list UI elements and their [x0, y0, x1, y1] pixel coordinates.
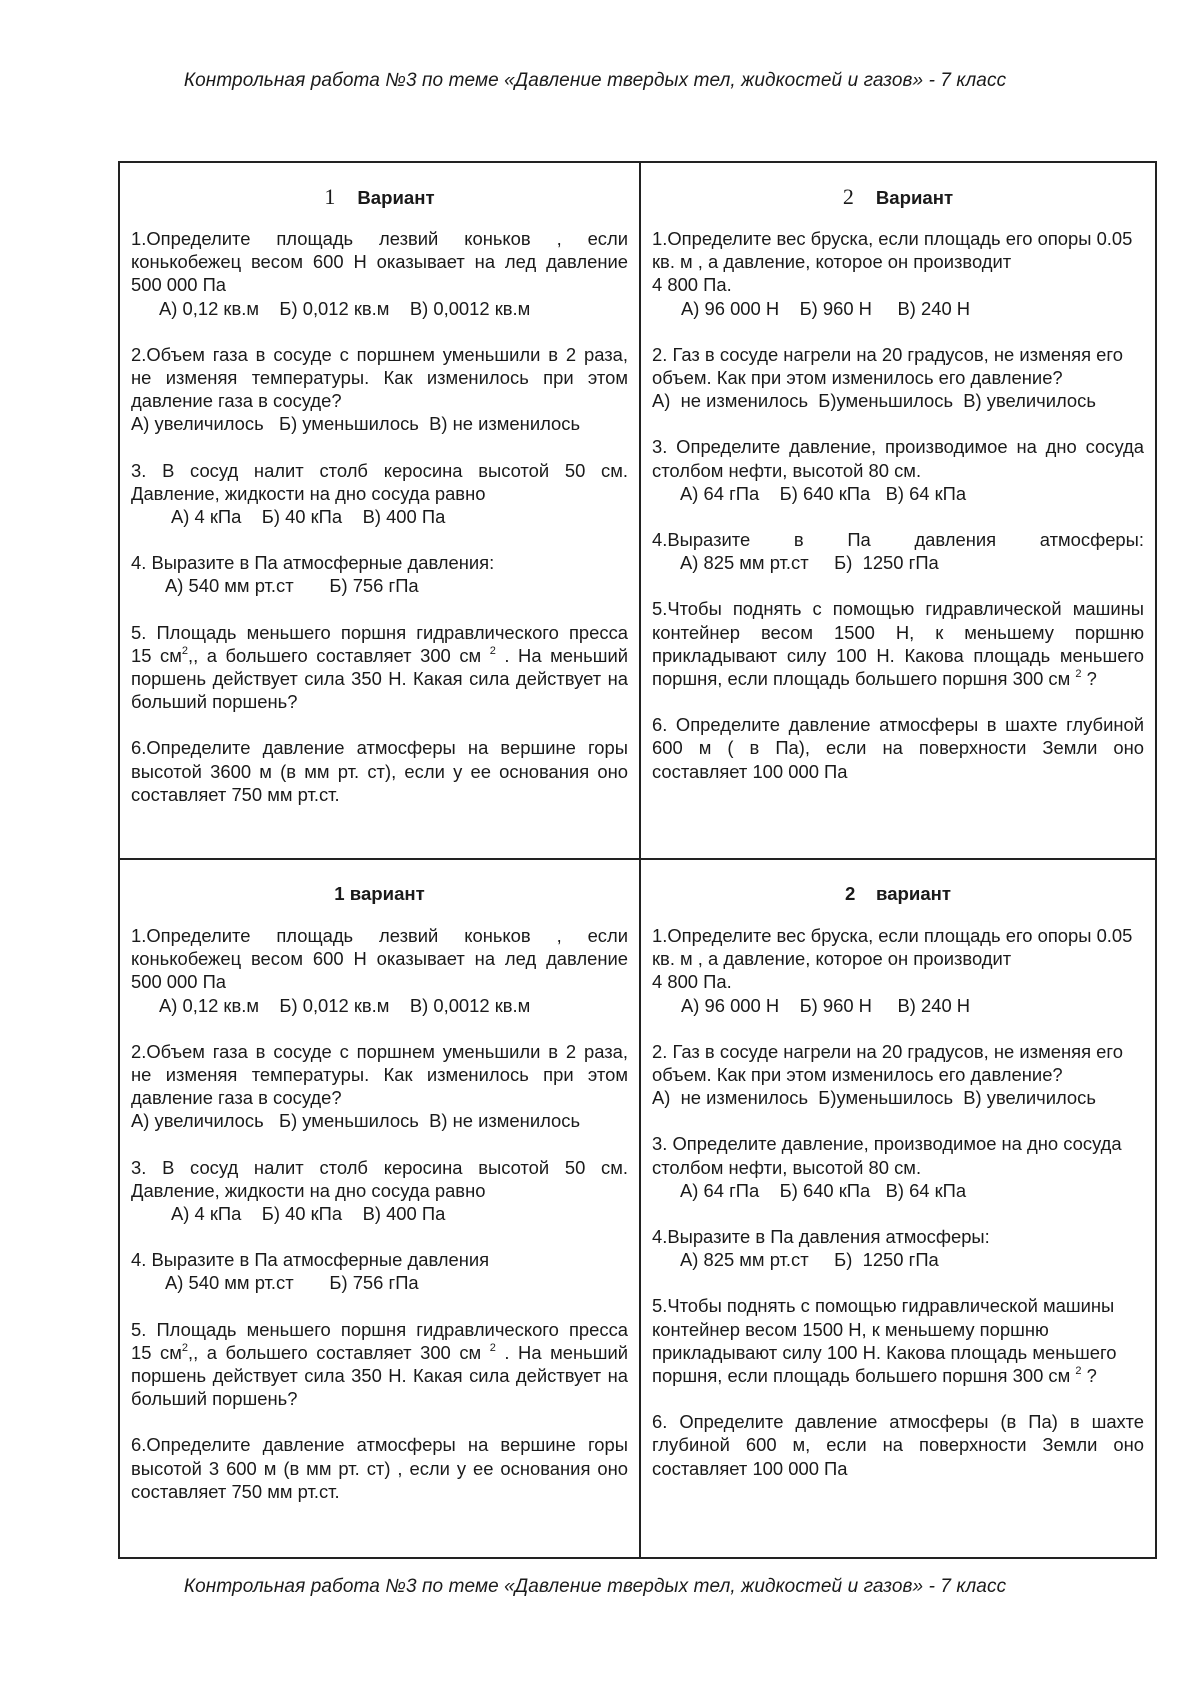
- answer-options: А) 4 кПа Б) 40 кПа В) 400 Па: [171, 506, 446, 528]
- question-3: 3. Определите давление, производимое на дно сосуда столбом нефти, высотой 80 см. А) 64 гПа Б) 640 кПа В) 64 кПа: [652, 1132, 1144, 1202]
- question-1: 1.Определите площадь лезвий коньков , если конькобежец весом 600 Н оказывает на лед давление 500 000 Па А) 0,12 кв.м Б) 0,012 кв.м В) 0,0012 кв.м: [131, 228, 628, 319]
- variant-2-bottom: [641, 860, 1155, 1557]
- question-6: 6. Определите давление атмосферы в шахте глубиной 600 м ( в Па), если на поверхности Земли оно составляет 100 000 Па: [652, 714, 1144, 782]
- answer-options: А) 4 кПа Б) 40 кПа В) 400 Па: [171, 1203, 446, 1225]
- question-5: 5. Площадь меньшего поршня гидравлического пресса 15 $см^2$,, а большего составляет 300 см $^2$ . На меньший поршень действует сила 350 Н. Какая сила действует на больший поршень?: [131, 1318, 628, 1410]
- page-footer: Контрольная работа №3 по теме «Давление твердых тел, жидкостей и газов» - 7 класс: [183, 1576, 1007, 1597]
- answer-options: А) 64 гПа Б) 640 кПа В) 64 кПа: [680, 482, 967, 504]
- answer-options: А) 64 гПа Б) 640 кПа В) 64 кПа: [680, 1179, 967, 1201]
- question-2: 2.Объем газа в сосуде с поршнем уменьшили в 2 раза, не изменяя температуры. Как изменилось при этом давление газа в сосуде? А) увеличилось Б) уменьшилось В) не изменилось: [131, 343, 628, 435]
- answer-options: А) 96 000 Н Б) 960 Н В) 240 Н: [681, 297, 971, 319]
- question-5: 5.Чтобы поднять с помощью гидравлической машины контейнер весом 1500 Н, к меньшему поршню прикладывают силу 100 Н. Какова площадь меньшего поршня, если площадь большего поршня 300 см $^2$ ?: [652, 1295, 1117, 1387]
- variant-title: 2 Вариант: [842, 184, 954, 209]
- question-2: 2.Объем газа в сосуде с поршнем уменьшили в 2 раза, не изменяя температуры. Как изменилось при этом давление газа в сосуде? А) увеличилось Б) уменьшилось В) не изменилось: [131, 1040, 628, 1132]
- variant-title: 1 вариант: [334, 883, 425, 904]
- question-4: 4.Выразите в Па давления атмосферы: А) 825 мм рт.ст Б) 1250 гПа: [652, 1225, 1144, 1271]
- question-1: 1.Определите площадь лезвий коньков , если конькобежец весом 600 Н оказывает на лед давление 500 000 Па А) 0,12 кв.м Б) 0,012 кв.м В) 0,0012 кв.м: [131, 925, 628, 1016]
- question-1: 1.Определите вес бруска, если площадь его опоры 0.05 кв. м , а давление, которое он производит 4 800 Па. А) 96 000 Н Б) 960 Н В) 240 Н: [652, 924, 1144, 1017]
- answer-options: А) 96 000 Н Б) 960 Н В) 240 Н: [681, 994, 971, 1016]
- variant-1-top: [120, 163, 641, 860]
- question-4: 4. Выразите в Па атмосферные давления: А) 540 мм рт.ст Б) 756 гПа: [131, 551, 628, 597]
- question-5: 5.Чтобы поднять с помощью гидравлической машины контейнер весом 1500 Н, к меньшему поршню прикладывают силу 100 Н. Какова площадь меньшего поршня, если площадь большего поршня 300 см $^2$ ?: [652, 598, 1144, 690]
- answer-options: А) 825 мм рт.ст Б) 1250 гПа: [680, 552, 939, 574]
- answer-options: А) 540 мм рт.ст Б) 756 гПа: [165, 1272, 419, 1294]
- question-6: 6.Определите давление атмосферы на вершине горы высотой 3600 м (в мм рт. ст), если у ее основания оно составляет 750 мм рт.ст.: [131, 737, 628, 805]
- answer-options: А) не изменилось Б)уменьшилось В) увеличилось: [652, 390, 1096, 412]
- question-3: 3. Определите давление, производимое на дно сосуда столбом нефти, высотой 80 см. А) 64 гПа Б) 640 кПа В) 64 кПа: [652, 436, 1144, 504]
- question-4: 4. Выразите в Па атмосферные давления А) 540 мм рт.ст Б) 756 гПа: [131, 1248, 628, 1294]
- question-6: 6.Определите давление атмосферы на вершине горы высотой 3 600 м (в мм рт. ст) , если у ее основания оно составляет 750 мм рт.ст.: [131, 1434, 628, 1502]
- variant-title: 1 Вариант: [324, 184, 435, 209]
- question-1: 1.Определите вес бруска, если площадь его опоры 0.05 кв. м , а давление, которое он производит 4 800 Па. А) 96 000 Н Б) 960 Н В) 240 Н: [652, 227, 1144, 320]
- variant-2-top: [641, 163, 1155, 860]
- question-4: 4.Выразите в Па давления атмосферы: А) 825 мм рт.ст Б) 1250 гПа: [652, 529, 1144, 574]
- answer-options: А) 825 мм рт.ст Б) 1250 гПа: [680, 1249, 939, 1271]
- answer-options: А) 0,12 кв.м Б) 0,012 кв.м В) 0,0012 кв.м: [159, 297, 531, 319]
- answer-options: А) 0,12 кв.м Б) 0,012 кв.м В) 0,0012 кв.м: [159, 994, 531, 1016]
- answer-options: А) увеличилось Б) уменьшилось В) не изменилось: [131, 413, 581, 435]
- page-header: Контрольная работа №3 по теме «Давление твердых тел, жидкостей и газов» - 7 класс: [183, 70, 1007, 91]
- answer-options: А) 540 мм рт.ст Б) 756 гПа: [165, 575, 419, 597]
- question-2: 2. Газ в сосуде нагрели на 20 градусов, не изменяя его объем. Как при этом изменилось его давление? А) не изменилось Б)уменьшилось В) увеличилось: [652, 343, 1144, 413]
- question-2: 2. Газ в сосуде нагрели на 20 градусов, не изменяя его объем. Как при этом изменилось его давление? А) не изменилось Б)уменьшилось В) увеличилось: [652, 1040, 1144, 1110]
- variants-table: [118, 161, 1157, 1559]
- question-5: 5. Площадь меньшего поршня гидравлического пресса 15 $см^2$,, а большего составляет 300 см $^2$ . На меньший поршень действует сила 350 Н. Какая сила действует на больший поршень?: [131, 621, 628, 713]
- variant-1-bottom: [120, 860, 641, 1557]
- answer-options: А) увеличилось Б) уменьшилось В) не изменилось: [131, 1110, 581, 1132]
- question-3: 3. В сосуд налит столб керосина высотой 50 см. Давление, жидкости на дно сосуда равно А) 4 кПа Б) 40 кПа В) 400 Па: [131, 459, 628, 528]
- question-3: 3. В сосуд налит столб керосина высотой 50 см. Давление, жидкости на дно сосуда равно А) 4 кПа Б) 40 кПа В) 400 Па: [131, 1156, 628, 1225]
- question-6: 6. Определите давление атмосферы (в Па) в шахте глубиной 600 м, если на поверхности Земли оно составляет 100 000 Па: [652, 1411, 1144, 1479]
- answer-options: А) не изменилось Б)уменьшилось В) увеличилось: [652, 1087, 1096, 1109]
- variant-title: 2 вариант: [845, 883, 951, 904]
